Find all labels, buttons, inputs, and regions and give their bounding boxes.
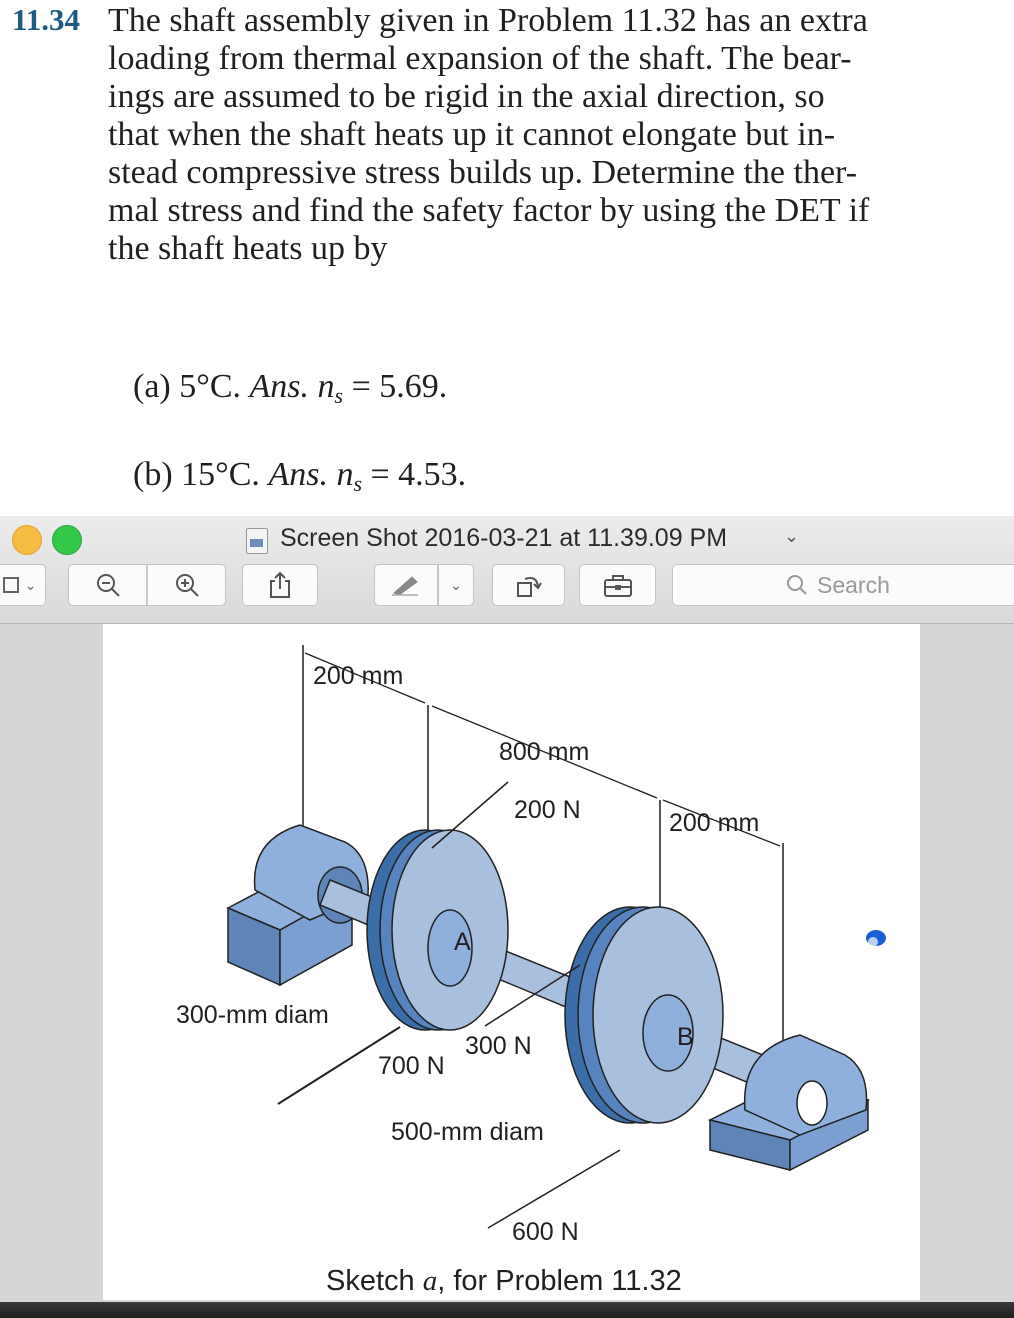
chevron-down-icon: ⌄ [450, 576, 462, 593]
problem-line: The shaft assembly given in Problem 11.32 has an extra [108, 2, 868, 39]
chevron-down-icon: ⌄ [24, 576, 37, 593]
window-title[interactable]: Screen Shot 2016-03-21 at 11.39.09 PM [280, 524, 728, 552]
problem-line: ings are assumed to be rigid in the axial direction, so [108, 78, 825, 115]
force-300-label: 300 N [465, 1032, 532, 1060]
pulley-b [565, 907, 723, 1123]
part-n: n [336, 456, 354, 493]
force-700-label: 700 N [378, 1052, 445, 1080]
part-label: (b) [133, 456, 173, 493]
figure-caption [326, 1265, 682, 1298]
point-a-label: A [454, 928, 471, 956]
caption-post: , for Problem 11.32 [437, 1265, 682, 1297]
force-600-label: 600 N [512, 1218, 579, 1246]
force-200-label: 200 N [514, 796, 581, 824]
problem-line: mal stress and find the safety factor by using the DET if [108, 192, 870, 229]
problem-line: that when the shaft heats up it cannot elongate but in- [108, 116, 836, 153]
part-sub: s [334, 383, 344, 408]
problem-line: the shaft heats up by [108, 230, 388, 267]
caption-pre: Sketch [326, 1265, 415, 1297]
part-sub: s [353, 471, 362, 496]
problem-line: stead compressive stress builds up. Determine the ther- [108, 154, 858, 191]
pulley-a [367, 830, 508, 1030]
part-n: n [317, 368, 335, 405]
problem-number: 11.34 [12, 2, 81, 37]
part-ans: Ans. [268, 456, 328, 493]
dim-800-label: 800 mm [499, 738, 590, 766]
part-value: = 4.53. [370, 456, 467, 493]
problem-line: loading from thermal expansion of the shaft. The bear- [108, 40, 852, 77]
dim-200-left-label: 200 mm [313, 662, 404, 690]
cursor-icon [865, 928, 887, 950]
part-value: = 5.69. [351, 368, 448, 405]
point-b-label: B [677, 1023, 694, 1051]
part-temp: 15°C. [181, 456, 260, 493]
part-ans: Ans. [249, 368, 310, 405]
part-temp: 5°C. [179, 368, 242, 405]
dim-200-right-label: 200 mm [669, 809, 760, 837]
caption-var: a [422, 1265, 438, 1297]
diam-500-label: 500-mm diam [391, 1118, 544, 1146]
diam-300-label: 300-mm diam [176, 1001, 329, 1029]
part-label: (a) [133, 368, 171, 405]
search-placeholder: Search [817, 571, 890, 598]
chevron-down-icon[interactable]: ⌄ [784, 526, 800, 546]
